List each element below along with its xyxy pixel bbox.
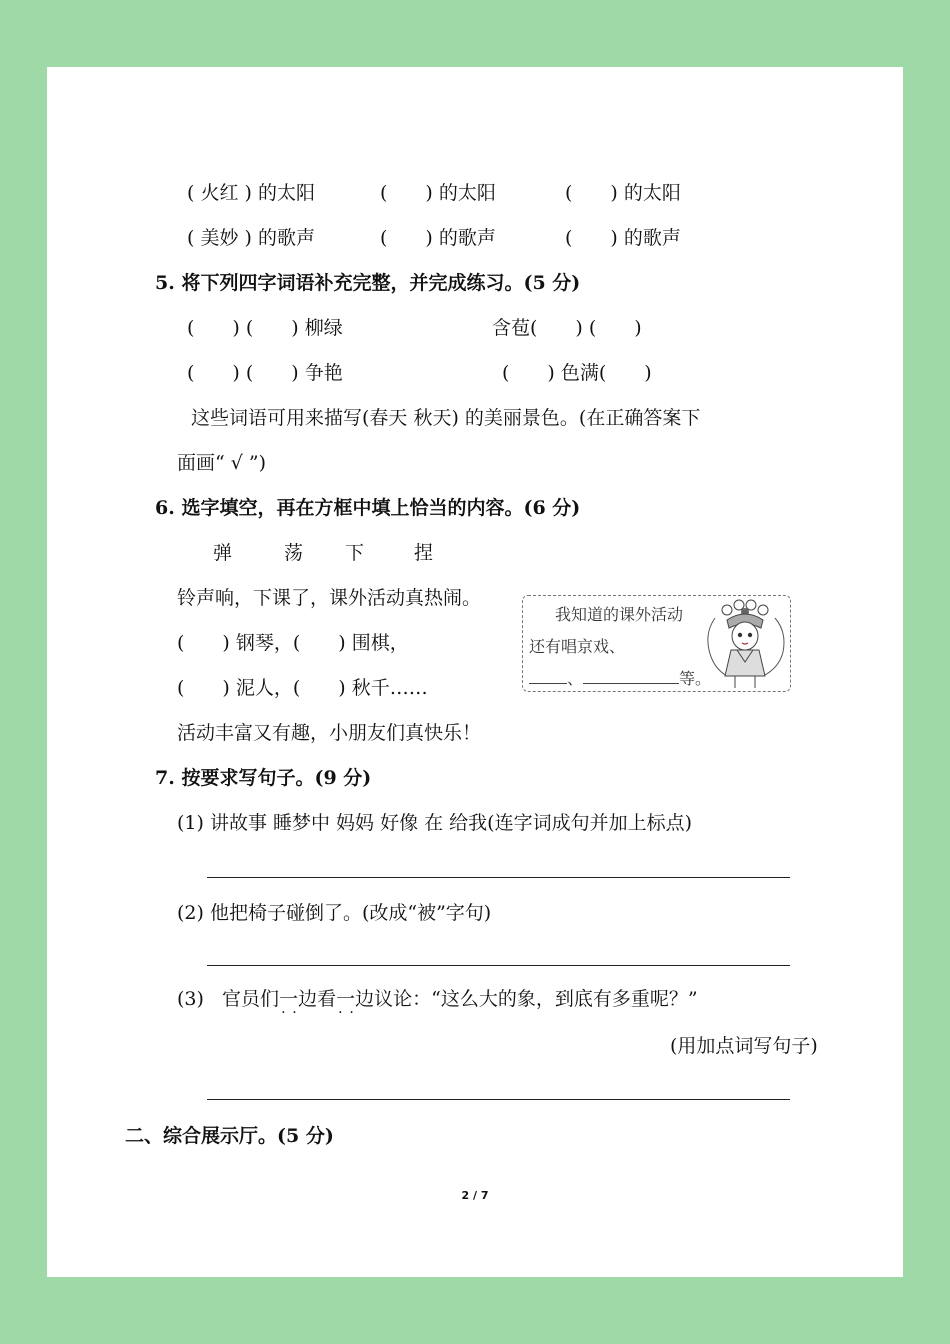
question-5-desc-1: 这些词语可用来描写(春天 秋天) 的美丽景色。(在正确答案下 [191, 407, 701, 429]
activity-line-1: ( ) 钢琴，( ) 围棋， [177, 632, 409, 654]
box-end: 等。 [679, 669, 712, 688]
phrase-2a: ( 美妙 ) 的歌声 [187, 227, 315, 249]
phrase-2b: ( ) 的歌声 [380, 227, 496, 249]
choice-char-3: 下 [345, 542, 365, 564]
choice-char-2: 荡 [284, 542, 304, 564]
idiom-4: ( ) 色满( ) [502, 362, 652, 384]
box-line-3 [529, 666, 711, 689]
phrase-1c: ( ) 的太阳 [565, 182, 681, 204]
dotted-word-2: 一边 · · [336, 987, 374, 1011]
idiom-1: ( ) ( ) 柳绿 [187, 317, 343, 339]
sentence-task-1: (1) 讲故事 睡梦中 妈妈 好像 在 给我(连字词成句并加上标点) [177, 812, 692, 834]
activity-line-2: ( ) 泥人，( ) 秋千…… [177, 677, 428, 699]
worksheet-page [47, 67, 903, 1277]
dotted-word-1: 一边 · · [279, 987, 317, 1011]
sentence-task-2: (2) 他把椅子碰倒了。(改成“被”字句) [177, 902, 492, 924]
phrase-2c: ( ) 的歌声 [565, 227, 681, 249]
question-5-title: 5. 将下列四字词语补充完整，并完成练习。(5 分) [155, 272, 581, 294]
idiom-3: ( ) ( ) 争艳 [187, 362, 343, 384]
page-number: 2 / 7 [461, 1189, 489, 1202]
answer-line-3[interactable] [207, 1099, 790, 1100]
sentence-task-3 [177, 987, 698, 1011]
choice-char-1: 弹 [213, 542, 233, 564]
question-7-title: 7. 按要求写句子。(9 分) [155, 767, 372, 789]
phrase-1a: ( 火红 ) 的太阳 [187, 182, 315, 204]
box-line-2: 还有唱京戏、 [529, 637, 626, 656]
activity-outro: 活动丰富又有趣，小朋友们真快乐！ [177, 722, 482, 744]
task-3-quote: 议论：“这么大的象，到底有多重呢？” [374, 988, 698, 1010]
box-blank-2 [583, 669, 679, 684]
box-title: 我知道的课外活动 [555, 605, 684, 624]
section-2-title: 二、综合展示厅。(5 分) [125, 1125, 334, 1147]
phrase-1b: ( ) 的太阳 [380, 182, 496, 204]
task-3-requirement: (用加点词写句子) [670, 1035, 818, 1057]
answer-line-1[interactable] [207, 877, 790, 878]
task-3-verb: 看 [317, 988, 337, 1010]
idiom-2: 含苞( ) ( ) [492, 317, 642, 339]
question-6-title: 6. 选字填空，再在方框中填上恰当的内容。(6 分) [155, 497, 581, 519]
question-5-desc-2: 面画“ √ ”) [177, 452, 267, 474]
opera-girl-illustration [701, 598, 789, 690]
answer-line-2[interactable] [207, 965, 790, 966]
box-separator: 、 [567, 669, 584, 688]
task-3-subject: 官员们 [222, 988, 280, 1010]
box-blank-1 [529, 669, 567, 684]
activity-answer-box [522, 595, 791, 692]
choice-char-4: 捏 [414, 542, 434, 564]
activity-intro: 铃声响，下课了，课外活动真热闹。 [177, 587, 482, 609]
task-3-number: (3) [177, 988, 204, 1010]
